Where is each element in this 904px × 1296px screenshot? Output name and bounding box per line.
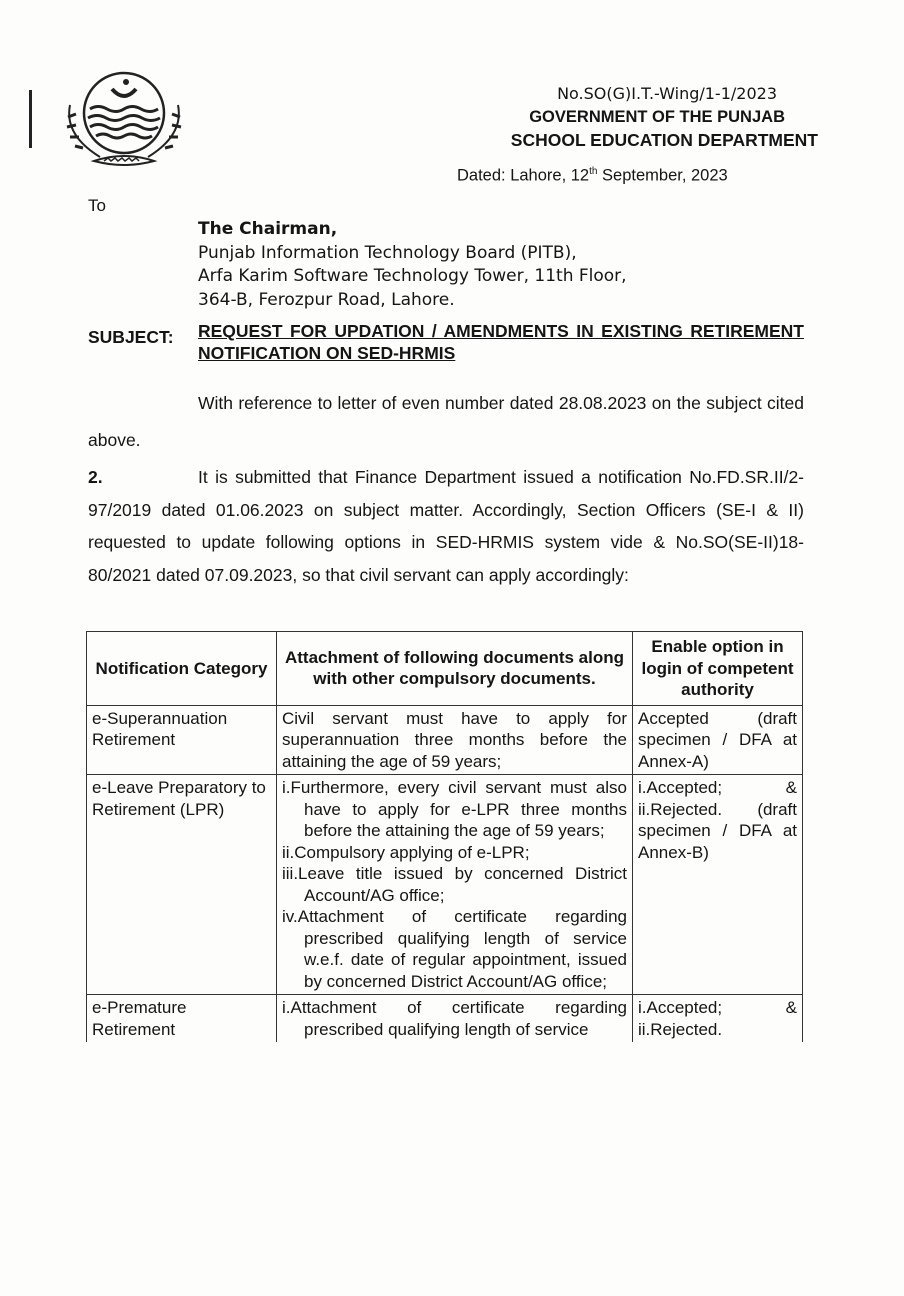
option-cell: i.Accepted; & ii.Rejected. (draft specimen / DFA at Annex-B)	[633, 775, 803, 995]
table-header-cell: Attachment of following documents along with other compulsory documents.	[277, 632, 633, 706]
subject-label: SUBJECT:	[88, 327, 174, 347]
paragraph-1: With reference to letter of even number dated 28.08.2023 on the subject cited above.	[88, 393, 804, 450]
government-heading: GOVERNMENT OF THE PUNJAB	[529, 108, 785, 126]
addressee-title: The Chairman,	[198, 219, 338, 239]
addressee-line: Punjab Information Technology Board (PITB),	[198, 242, 577, 263]
date-line	[457, 166, 728, 186]
punjab-govt-emblem-icon	[60, 65, 188, 175]
category-cell: e-Leave Preparatory to Retirement (LPR)	[87, 775, 277, 995]
option-cell: i.Accepted; & ii.Rejected.	[633, 995, 803, 1043]
addressee-block	[198, 218, 627, 312]
subject-text: REQUEST FOR UPDATION / AMENDMENTS IN EXISTING RETIREMENT NOTIFICATION ON SED-HRMIS	[198, 321, 804, 363]
attachment-cell: Civil servant must have to apply for superannuation three months before the attaining the age of 59 years;	[277, 705, 633, 775]
attachment-cell	[277, 995, 633, 1043]
table-header-cell: Enable option in login of competent authority	[633, 632, 803, 706]
addressee-line: Arfa Karim Software Technology Tower, 11th Floor,	[198, 266, 627, 286]
paragraph-number: 2.	[88, 467, 103, 487]
options-table	[86, 631, 803, 1042]
date-suffix-sup: th	[589, 166, 598, 177]
option-cell: Accepted (draft specimen / DFA at Annex-A)	[633, 705, 803, 775]
attachment-item: i.Attachment of certificate regarding prescribed qualifying length of service	[282, 998, 627, 1039]
table-row	[87, 775, 803, 995]
date-prefix: Dated: Lahore, 12	[457, 166, 590, 185]
margin-mark	[29, 90, 32, 148]
date-month-year: September, 2023	[597, 166, 728, 185]
attachment-item: iv.Attachment of certificate regarding prescribed qualifying length of service w.e.f. date of regular appointment, issued by concerned District Account/AG office;	[282, 907, 627, 991]
table-row	[87, 995, 803, 1043]
category-cell: e-Superannuation Retirement	[87, 705, 277, 775]
to-label: To	[88, 196, 106, 215]
table-header-row	[87, 632, 803, 706]
department-heading: SCHOOL EDUCATION DEPARTMENT	[510, 130, 818, 150]
attachment-item: i.Furthermore, every civil servant must also have to apply for e-LPR three months before the attaining the age of 59 years;	[282, 778, 627, 840]
paragraph-2	[88, 461, 804, 591]
attachment-item: iii.Leave title issued by concerned District Account/AG office;	[282, 864, 627, 905]
addressee-line: 364-B, Ferozpur Road, Lahore.	[198, 289, 455, 310]
table-header-cell: Notification Category	[87, 632, 277, 706]
table-row	[87, 705, 803, 775]
category-cell: e-Premature Retirement	[87, 995, 277, 1043]
reference-number: No.SO(G)I.T.-Wing/1-1/2023	[557, 84, 777, 103]
attachment-cell	[277, 775, 633, 995]
attachment-item: ii.Compulsory applying of e-LPR;	[282, 842, 530, 862]
paragraph-2-text: It is submitted that Finance Department issued a notification No.FD.SR.II/2-97/2019 dated 01.06.2023 on subject matter. Accordingly, Section Officers (SE-I & II) requested to update following options in SED-HRMIS system vide & No.SO(SE-II)18-80/2021 dated 07.09.2023, so that civil servant can apply accordingly:	[88, 467, 804, 585]
